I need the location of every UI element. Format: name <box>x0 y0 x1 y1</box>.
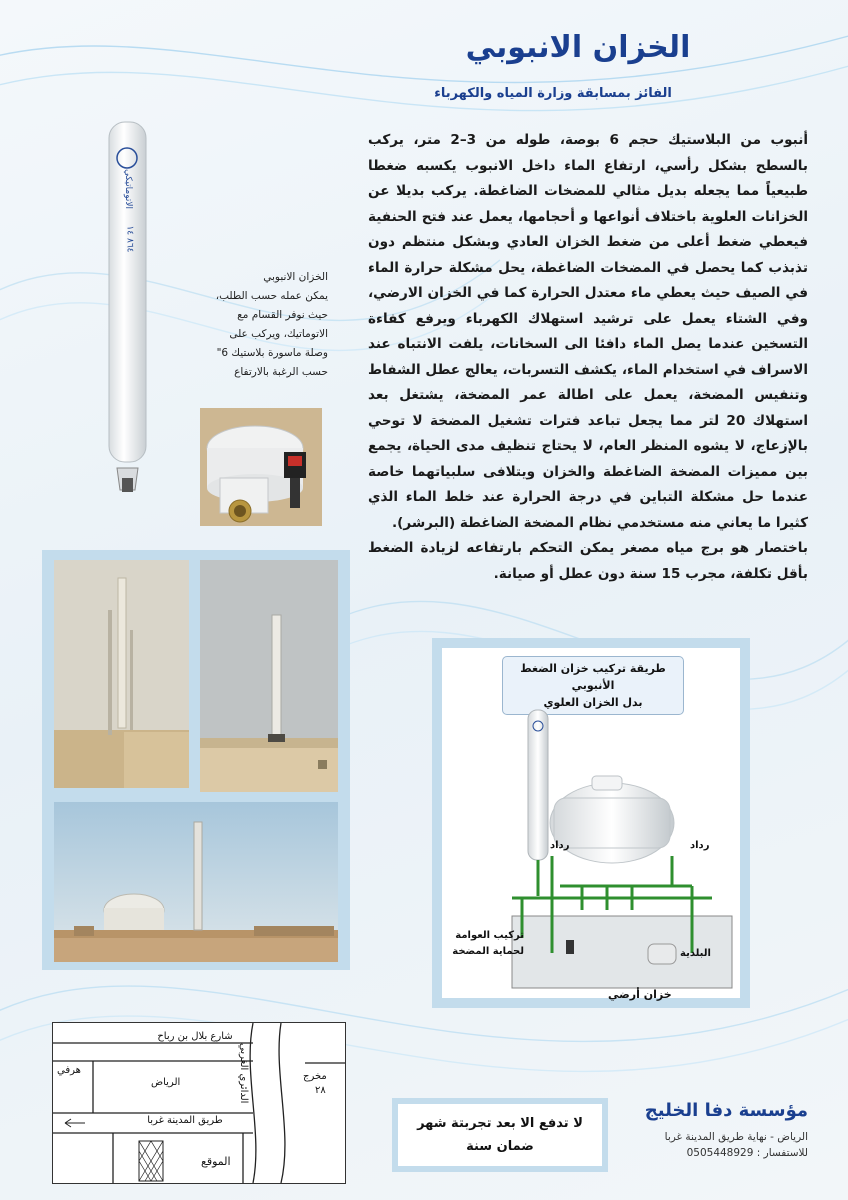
guarantee-line-1: لا تدفع الا بعد تجربتة شهر <box>417 1116 583 1131</box>
caption-line: وصلة ماسورة بلاستيك 6" <box>216 347 328 359</box>
diagram-radad-left: رداد <box>550 840 570 851</box>
map-exit-label: مخرج <box>303 1071 327 1082</box>
valve-base-photo <box>200 408 322 526</box>
installation-photo-1 <box>54 560 189 788</box>
map-roads <box>53 1023 345 1183</box>
guarantee-box <box>392 1098 608 1172</box>
installation-diagram <box>442 648 740 1001</box>
caption-line: يمكن عمله حسب الطلب، <box>215 290 328 302</box>
pipe-label-number: ٨٦٤ ١٤ <box>124 225 135 253</box>
location-map <box>52 1022 346 1184</box>
map-district-riyadh: الرياض <box>151 1077 181 1088</box>
map-street-madina: طريق المدينة غربا <box>147 1115 223 1126</box>
map-street-ring: الدائري الغربي <box>238 1043 249 1104</box>
pipe-caption <box>198 268 328 382</box>
pipe-label-text: الاتوماتيكي <box>123 168 133 209</box>
diagram-radad-right: رداد <box>690 840 710 851</box>
description-paragraph-2: باختصار هو برج مياه مصغر يمكن التحكم بارتفاعه لزيادة الضغط بأقل تكلفة، مجرب 15 سنة دون عطل أو صيانة. <box>368 540 808 582</box>
map-location-label: الموقع <box>201 1155 231 1168</box>
map-street-bilal: شارع بلال بن رباح <box>157 1031 233 1042</box>
guarantee-text <box>398 1104 602 1166</box>
description-paragraph-1: أنبوب من البلاستيك حجم 6 بوصة، طوله من 3–2 متر، يركب بالسطح بشكل رأسي، ارتفاع الماء داخل الانبوب يكسبه ضغطا طبيعياً مما يجعله بديل مثالي للمضخات الضاغطة. يركب بديلا عن الخزانات العلوية باختلاف أنواعها و أحجامها، يعمل عند فتح الحنفية فيعطي ضغط أعلى من ضغط الخزان العادي وبشكل منتظم دون تذبذب كما يحصل في المضخات الضاغطة، يحل مشكلة حرارة الماء في الصيف حيث يعطي ماء معتدل الحرارة كما في الخزان الارضي، وفي الشتاء يعمل على ترشيد استهلاك الكهرباء ويرفع كفاءة التسخين عندما يصل الماء دافئا الى السخانات، يلفت الانتباه عند الاسراف في استخدام الماء، يكشف التسربات، يعالج عطل الشفاط وتنفيس المضخة، يعمل على اطالة عمر المضخة، يشتغل بعد استهلاك 20 لتر مما يجعل تباعد فترات تشغيل المضخة لا توحي بالإزعاج، لا يشوه المنظر العام، لا يحتاج تنظيف مدى الحياة، يجمع بين مميزات المضخة الضاغطة والخزان ويتلافى سلبياتهما خاصة عندما حل مشكلة التباين في درجة الحرارة عند خلط الماء الذي كثيرا ما يعاني منه مستخدمي نظام المضخة الضاغطة (البرشر). <box>368 132 808 531</box>
map-exit-number: ٢٨ <box>315 1085 326 1096</box>
company-name: مؤسسة دفا الخليج <box>644 1100 808 1121</box>
guarantee-line-2: ضمان سنة <box>466 1139 534 1154</box>
company-address: الرياض - نهاية طريق المدينة غربا <box>664 1131 808 1143</box>
diagram-title-line-2: بدل الخزان العلوي <box>543 696 643 709</box>
installation-photos-panel <box>42 550 350 970</box>
caption-line: الخزان الانبوبي <box>263 271 328 283</box>
company-info <box>608 1100 808 1159</box>
diagram-municipality-label: البلدية <box>680 948 711 959</box>
diagram-float-label-2: لحماية المضخة <box>452 946 524 957</box>
page-subtitle: الفائز بمسابقة وزارة المياه والكهرباء <box>434 86 672 101</box>
company-phone: للاستفسار : 0505448929 <box>686 1147 808 1159</box>
installation-photo-2 <box>200 560 338 792</box>
diagram-float-label-1: تركيب العوامة <box>455 930 524 941</box>
caption-line: حيث نوفر القسام مع <box>237 309 328 321</box>
product-description <box>368 128 808 587</box>
caption-line: حسب الرغبة بالارتفاع <box>234 366 328 378</box>
diagram-ground-tank-label: خزان أرضي <box>608 988 672 1001</box>
installation-diagram-panel <box>432 638 750 1008</box>
diagram-title-line-1: طريقة تركيب خزان الضغط الأنبوبي <box>520 662 666 692</box>
map-harfi-label: هرفي <box>57 1065 81 1076</box>
page-title: الخزان الانبوبي <box>465 30 691 65</box>
caption-line: الاتوماتيك، ويركب على <box>229 328 328 340</box>
